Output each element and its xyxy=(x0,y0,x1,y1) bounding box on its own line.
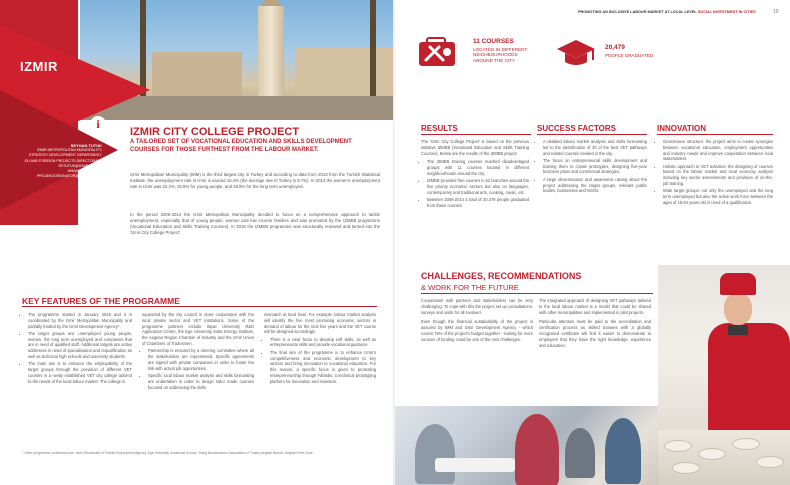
list-item: • The IZMEB training courses reached disadvantaged groups with 11 courses located in different neighbourhoods around the city. xyxy=(427,159,529,176)
running-head-suffix: SOCIAL INVESTMENT IN CITIES xyxy=(697,10,756,14)
person-shape xyxy=(605,418,641,484)
chef-scarf xyxy=(728,325,748,335)
paragraph: The integrated approach of designing VET pathways tailored to the local labour market is a model that could be shared with other municipalities and implemented in pilot projects. xyxy=(539,298,651,315)
contact-block xyxy=(4,143,102,179)
building-shape xyxy=(295,48,395,102)
plate-shape xyxy=(756,456,784,468)
list-item: • Between 2006-2014 a total of 20,479 people graduated from these courses. xyxy=(427,197,529,209)
success-factors-heading: SUCCESS FACTORS xyxy=(537,124,616,133)
list-item: • Partnership is ensured by a steering committee where all the stakeholders are represented. Specific agreements are signed with private companies in order to foster the link with actual job opportunities. xyxy=(148,348,254,371)
list-item: • The final aim of the programme is to enhance Izmir's competitiveness and economic development to key sectors and bring innovation to vocational education. For this reason, a specific focus is given to promoting entrepreneurship through Fablabs, a technical prototyping platform for innovation and invention. xyxy=(270,350,376,385)
list-item: supported by the city council in close cooperation with the local private sector and VET institutions. Some of the programme partners include Ilayar University R&D Application Centre, the Ege University Solar Energy Institute, the Aegean Region Chamber of Industry and the Izmir Union of Chambers of Tradesmen. xyxy=(142,312,254,346)
chef-face xyxy=(724,293,752,325)
list-item: • There is a clear focus to develop soft skills, as well as entrepreneurial skills and provide vocational guidance. xyxy=(270,337,376,349)
intro-paragraph: Izmir Metropolitan Municipality (IMM) is the third largest city in Turkey and according to data from 2013 from the Turkish Statistical Institute, the unemployment rate in Izmir is around 15.4% (the average rate in Turkey is 9.7%). In 2013 the women's unemployment rate in Izmir was 22.2%, 25.8% for young people, and 28.8% for the long term unemployed. xyxy=(130,172,380,190)
heading-rule xyxy=(537,134,647,135)
sewing-machine-shape xyxy=(435,458,515,472)
chef-hat xyxy=(720,273,756,295)
stat-number: 11 COURSES xyxy=(473,38,514,45)
list-item: • IZMEB provided free courses in 62 branches around the five priority economic sectors but also on languages, contemporary and traditional arts, cooking, music, etc. xyxy=(427,178,529,195)
success-factors-column xyxy=(537,139,647,196)
page-number: 19 xyxy=(773,9,779,15)
paragraph: Particular attention must be paid to the accreditation and certification process as skilled trainees with a globally recognised certificate will find it easier to demonstrate to employers that they have the right knowledge, experience and education. xyxy=(539,319,651,348)
heading-rule xyxy=(421,293,653,294)
palm-tree xyxy=(370,0,376,100)
list-item: • The focus on entrepreneurial skills development and training them to create prototypes, designing five-year business plans and commercial strategies. xyxy=(543,158,647,175)
key-features-column-2 xyxy=(142,312,254,392)
plate-shape xyxy=(664,440,692,452)
contact-line: EU AND FOREIGN PROJECTS DIRECTORATE xyxy=(24,158,102,163)
stat-number: 20,479 xyxy=(605,44,625,51)
chef-uniform xyxy=(708,323,790,433)
graduation-cap-icon xyxy=(555,36,597,70)
sewing-class-photo xyxy=(395,406,660,485)
building-shape xyxy=(152,52,242,102)
chef-student-photo xyxy=(658,265,790,485)
paragraph: Even though the financial sustainability of the project is assured by IMM and Izmir Development Agency - which covers 75% of the project's budget together - looking for more sources of funding could be one of the next challenges. xyxy=(421,319,533,342)
contact-line: IZMIR METROPOLITAN MUNICIPALITY, xyxy=(36,148,102,153)
contact-website[interactable]: WWW.IZMIR.BEL.TR xyxy=(67,169,102,174)
list-item: • The programme started in January 2015 and it is coordinated by the Izmir Metropolitan Municipality and partially funded by the Izmir Development Agency*. xyxy=(28,312,132,329)
list-item: • A detailed labour market analysis and skills forecasting led to the identification of 20 of the best VET pathways and related courses needed in the city. xyxy=(543,139,647,156)
stat-text: PEOPLE GRADUATED xyxy=(605,53,654,58)
list-item: mismatch at local level. For example, labour market analysis will identify the five most promising economic sectors in demand of labour for the next five years and the VET course will be designed accordingly. xyxy=(264,312,376,335)
list-item: • Specific local labour market analysis and skills forecasting are undertaken in order to design tailor made courses focused on addressing the skills xyxy=(148,373,254,390)
list-item: • The target groups are: unemployed young people, women, the long term unemployed and companies that are in need of qualified staff. Additional targets are active addresses in need of specialisation and requalification as well as technical high schools and university students. xyxy=(28,331,132,360)
list-item: • Wide target groups: not only the unemployed and the long term unemployed but also the active work force between the ages of 15-64 years old in need of a qualification. xyxy=(663,188,773,205)
clock-tower xyxy=(258,6,284,102)
heading-rule xyxy=(421,134,531,135)
running-head-text: PROMOTING AN INCLUSIVE LABOUR MARKET AT LOCAL LEVEL xyxy=(578,10,697,14)
challenges-heading: CHALLENGES, RECOMMENDATIONS xyxy=(421,271,582,281)
buffet-table xyxy=(658,430,790,485)
paragraph: Cooperation with partners and stakeholders can be very challenging. To cope with this the project set up consultations, surveys and visits for all involved. xyxy=(421,298,533,315)
key-features-column-1 xyxy=(22,312,132,386)
challenges-subheading: & WORK FOR THE FUTURE xyxy=(421,283,519,292)
page-title: IZMIR CITY COLLEGE PROJECT xyxy=(130,126,300,138)
innovation-column xyxy=(657,139,773,207)
info-icon: i xyxy=(90,116,106,132)
intro-paragraph: In the period 2006-2014 the Izmir Metropolitan Municipality decided to focus on a comprehensive approach to tackle unemployment, especially that of young people, women and low income families and was promoted by the IZMEB programme (Vocational Education and Skills Training Courses). In 2015 the IZMEB programme was structurally renewed and turned into the 'Izmir City College Project'. xyxy=(130,212,380,236)
person-shape xyxy=(565,428,595,478)
contact-name: SEYHAN TUTUK xyxy=(70,143,102,148)
person-shape xyxy=(415,424,455,484)
list-item: • Holistic approach to VET activities: the designing of courses based on the labour market and local economy analysis including key sector assessments and provision of on-the-job training. xyxy=(663,164,773,187)
list-item: • The main aim is to enhance the employability of the target groups through the provision of different VET courses in a newly established VET city college tailored to the needs of the local labour market. The college is xyxy=(28,361,132,384)
stat-text: LOCATED IN DIFFERENT NEIGHBOURHOODS AROUND THE CITY xyxy=(473,47,528,63)
contact-email[interactable]: PROJEKOORDINATOR@IZKA.ORG.TR xyxy=(36,174,102,179)
results-intro: The 'Izmir City College Project' is based on the previous initiative IZMEB (Vocational Education and Skills Training Courses). Below are the results of the IZMEB project: xyxy=(421,139,529,156)
challenges-column-2 xyxy=(539,298,651,348)
heading-rule xyxy=(22,306,377,307)
list-item: • Governance structure: the project aims to create synergies between vocational education, employment opportunities and industry needs and improve cooperation between local stakeholders. xyxy=(663,139,773,162)
page-subtitle: A TAILORED SET OF VOCATIONAL EDUCATION AND SKILLS DEVELOPMENT COURSES FOR THOSE FURTHEST FROM THE LABOUR MARKET. xyxy=(130,139,352,153)
tools-icon xyxy=(417,36,459,70)
heading-rule xyxy=(657,134,773,135)
person-shape xyxy=(515,414,559,485)
results-column xyxy=(421,139,529,210)
key-features-column-3 xyxy=(264,312,376,386)
contact-email[interactable]: SETUTUK@IZMIR.BEL.TR xyxy=(58,163,102,168)
plate-shape xyxy=(732,438,760,450)
list-item: • A large dissemination and awareness raising about the project addressing the target groups, relevant public bodies, businesses and NGOs. xyxy=(543,177,647,194)
innovation-heading: INNOVATION xyxy=(657,124,707,133)
right-page xyxy=(395,0,790,485)
running-head xyxy=(578,10,756,14)
key-features-heading: KEY FEATURES OF THE PROGRAMME xyxy=(22,296,180,306)
results-heading: RESULTS xyxy=(421,124,458,133)
city-tab-label: IZMIR xyxy=(20,59,58,74)
footnote: * Other programme contributors are: Izmir Directorate of Turkish Employment Agency, Ege University Vocational School, Young Businessmen Association of Turkey Aegean Branch, Aegean Free Zone. xyxy=(22,451,314,455)
plate-shape xyxy=(698,448,726,460)
contact-line: STRATEGY DEVELOPMENT DEPARTMENT, xyxy=(28,153,102,158)
challenges-column-1 xyxy=(421,298,533,343)
plate-shape xyxy=(672,462,700,474)
